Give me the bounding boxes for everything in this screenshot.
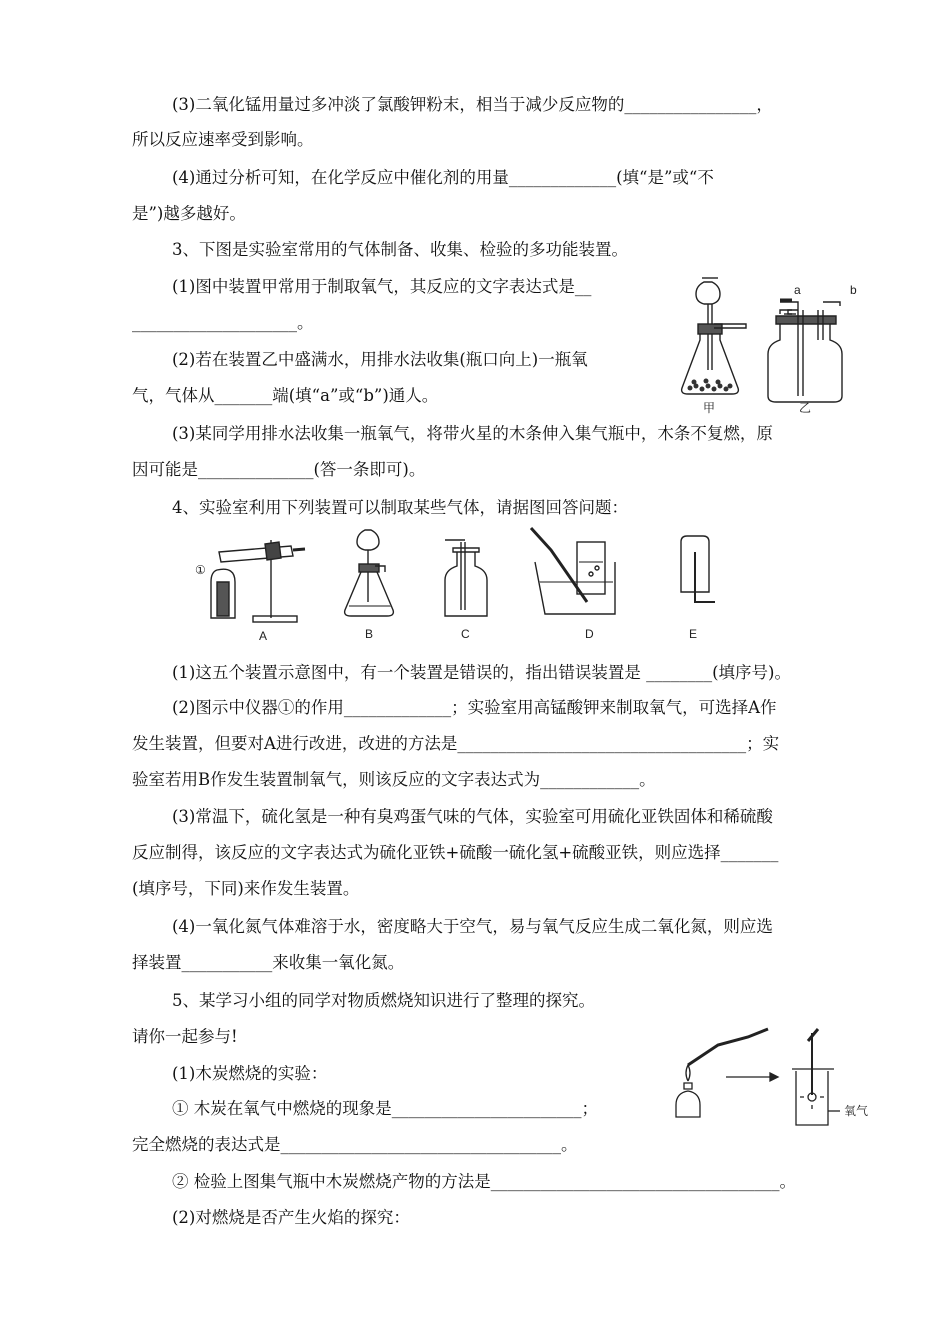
figure-q3-apparatus <box>668 270 868 420</box>
text-line: ② 检验上图集气瓶中木炭燃烧产物的方法是___________________________________。 <box>172 1172 796 1191</box>
text-line: 反应制得，该反应的文字表达式为硫化亚铁+硫酸一硫化氢+硫酸亚铁，则应选择_______ <box>132 843 779 862</box>
text-line: (3)某同学用排水法收集一瓶氧气，将带火星的木条伸入集气瓶中，木条不复燃，原 <box>172 424 773 443</box>
text-line: 所以反应速率受到影响。 <box>132 130 314 149</box>
label-oxygen: 氧气 <box>844 1104 869 1118</box>
text-line: 完全燃烧的表达式是__________________________________。 <box>132 1135 578 1154</box>
bottle-yi-icon <box>768 300 842 402</box>
text-line: (4)通过分析可知，在化学反应中催化剂的用量_____________(填“是”或“不 <box>172 168 714 187</box>
text-line: (3)常温下，硫化氢是一种有臭鸡蛋气味的气体，实验室可用硫化亚铁固体和稀硫酸 <box>172 807 773 826</box>
flask-jia-icon <box>682 278 746 394</box>
text-line: ____________________。 <box>132 313 314 332</box>
label-B: B <box>365 627 374 641</box>
text-line: (填序号，下同)来作发生装置。 <box>132 879 360 898</box>
text-line: (4)一氧化氮气体难溶于水，密度略大于空气，易与氧气反应生成二氧化氮，则应选 <box>172 917 773 936</box>
label-C: C <box>461 627 470 641</box>
text-line: 请你一起参与! <box>132 1027 238 1046</box>
label-circle-1: ① <box>195 563 206 577</box>
apparatus-b-icon <box>345 530 394 616</box>
text-line: (2)图示中仪器①的作用_____________；实验室用高锰酸钾来制取氧气，可选择A作 <box>172 698 777 717</box>
question-3-title: 3、下图是实验室常用的气体制备、收集、检验的多功能装置。 <box>172 240 628 259</box>
text-line: 发生装置，但要对A进行改进，改进的方法是___________________________________；实 <box>132 734 780 753</box>
text-line: 择装置___________来收集一氧化氮。 <box>132 953 405 972</box>
gas-bottle-icon <box>792 1029 834 1125</box>
text-line: (1)这五个装置示意图中，有一个装置是错误的，指出错误装置是 ________(填序号)。 <box>172 663 791 682</box>
apparatus-a-icon <box>211 540 305 622</box>
text-line: 因可能是______________(答一条即可)。 <box>132 460 426 479</box>
label-A: A <box>259 629 268 643</box>
figure-q4-apparatus <box>195 522 735 647</box>
label-a: a <box>794 283 801 297</box>
text-line: 验室若用B作发生装置制氧气，则该反应的文字表达式为____________。 <box>132 770 656 789</box>
text-line: ① 木炭在氧气中燃烧的现象是_______________________； <box>172 1099 598 1118</box>
apparatus-c-icon <box>445 540 487 616</box>
apparatus-e-icon <box>681 536 715 602</box>
question-4-title: 4、实验室利用下列装置可以制取某些气体，请据图回答问题： <box>172 498 628 517</box>
label-E: E <box>689 627 698 641</box>
text-line: (1)图中装置甲常用于制取氧气，其反应的文字表达式是__ <box>172 277 592 296</box>
text-line: (3)二氧化锰用量过多冲淡了氯酸钾粉末，相当于减少反应物的________________， <box>172 95 773 114</box>
label-yi: 乙 <box>799 401 812 415</box>
text-line: 气，气体从_______端(填“a”或“b”)通人。 <box>132 386 439 405</box>
figure-q5-charcoal <box>658 1025 878 1135</box>
apparatus-d-icon <box>531 528 615 614</box>
text-line: (2)对燃烧是否产生火焰的探究： <box>172 1208 410 1227</box>
question-5-title: 5、某学习小组的同学对物质燃烧知识进行了整理的探究。 <box>172 991 595 1010</box>
label-D: D <box>585 627 594 641</box>
text-line: (1)木炭燃烧的实验： <box>172 1064 328 1083</box>
text-line: (2)若在装置乙中盛满水，用排水法收集(瓶口向上)一瓶氧 <box>172 350 588 369</box>
text-line: 是”)越多越好。 <box>132 204 246 223</box>
label-b: b <box>850 283 857 297</box>
alcohol-lamp-icon <box>676 1065 700 1117</box>
label-jia: 甲 <box>703 401 716 415</box>
